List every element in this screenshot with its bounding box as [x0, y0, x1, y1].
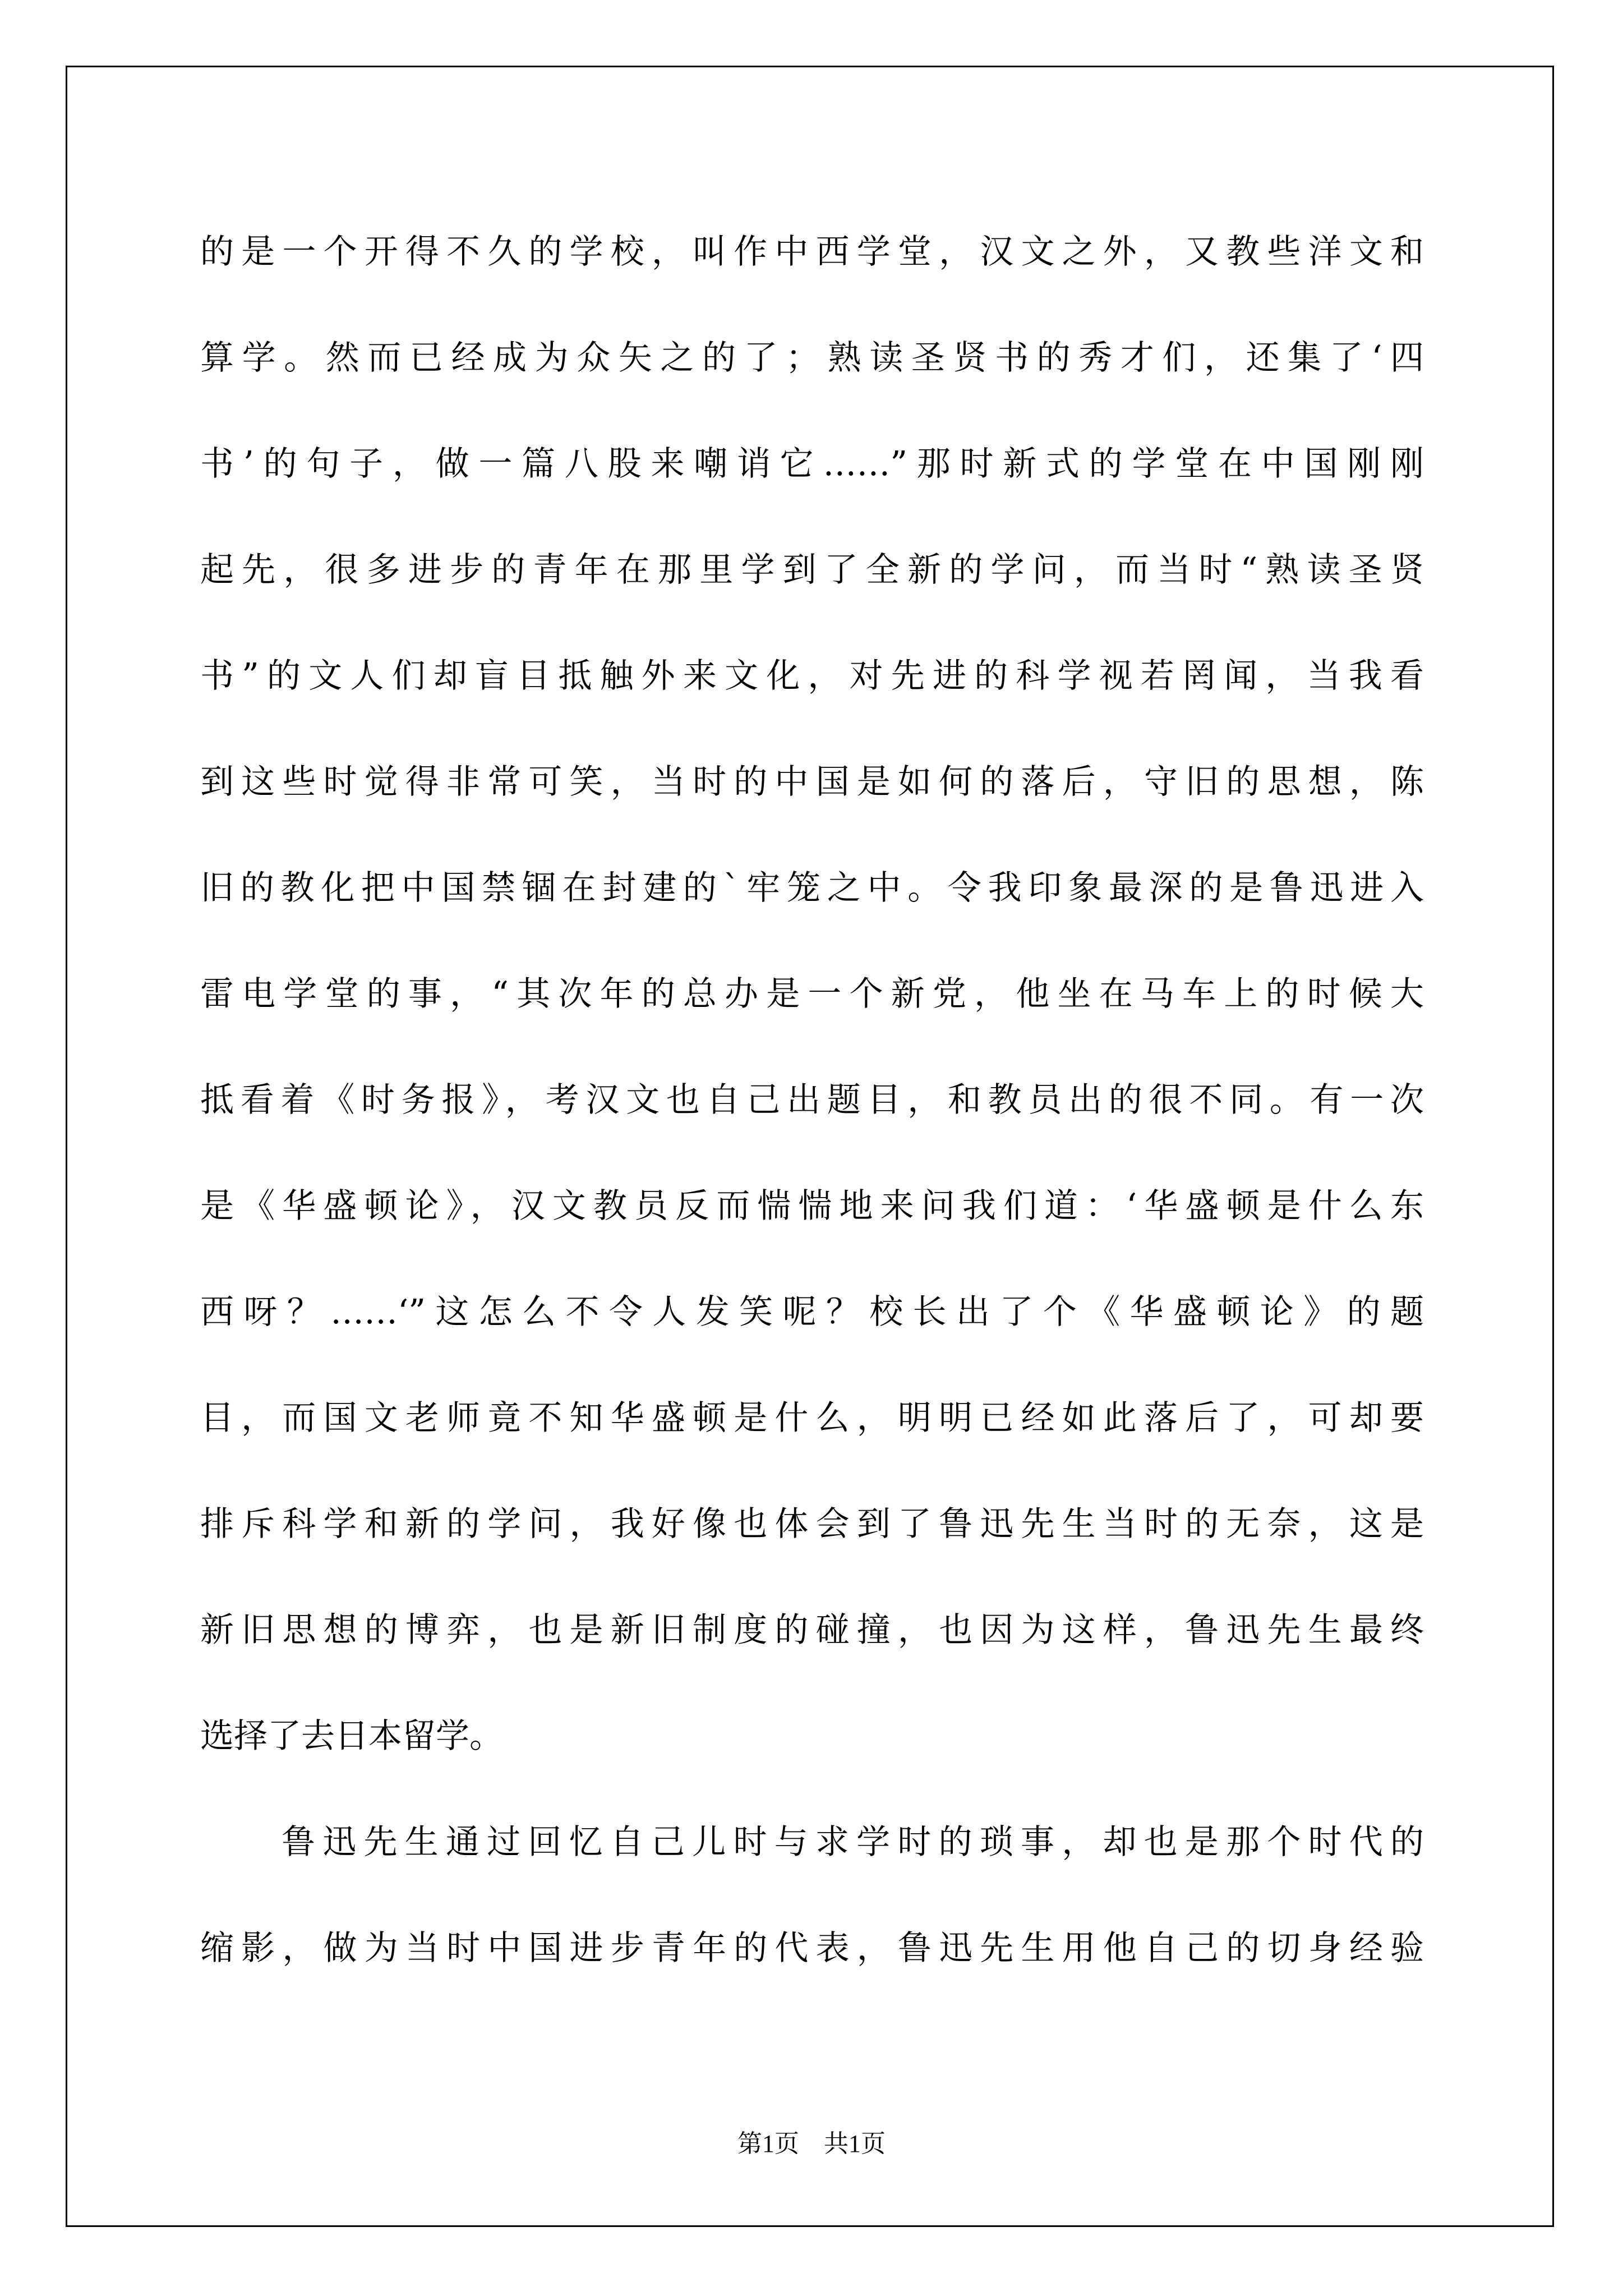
text-line: 抵看着《时务报》，考汉文也自己出题目，和教员出的很不同。有一次 [200, 1080, 1424, 1120]
text-line: 算学。然而已经成为众矢之的了；熟读圣贤书的秀才们，还集了‘四 [200, 338, 1424, 378]
text-line: 鲁迅先生通过回忆自己儿时与求学时的琐事，却也是那个时代的 [282, 1823, 1424, 1862]
text-line: 缩影，做为当时中国进步青年的代表，鲁迅先生用他自己的切身经验 [200, 1929, 1424, 1968]
text-line: 书’的句子，做一篇八股来嘲诮它……”那时新式的学堂在中国刚刚 [200, 444, 1424, 484]
text-line: 新旧思想的博弈，也是新旧制度的碰撞，也因为这样，鲁迅先生最终 [200, 1611, 1424, 1650]
paragraph [200, 1789, 1424, 2001]
paragraph [200, 199, 1424, 1789]
body-text [200, 199, 1424, 2001]
text-line: 西呀？……‘”这怎么不令人发笑呢？校长出了个《华盛顿论》的题 [200, 1292, 1424, 1332]
text-line: 旧的教化把中国禁锢在封建的`牢笼之中。令我印象最深的是鲁迅进入 [200, 868, 1424, 908]
text-line: 起先，很多进步的青年在那里学到了全新的学问，而当时“熟读圣贤 [200, 550, 1424, 590]
text-line: 的是一个开得不久的学校，叫作中西学堂，汉文之外，又教些洋文和 [200, 232, 1424, 272]
text-line: 选择了去日本留学。 [200, 1717, 503, 1756]
text-line: 到这些时觉得非常可笑，当时的中国是如何的落后，守旧的思想，陈 [200, 762, 1424, 802]
text-line: 排斥科学和新的学问，我好像也体会到了鲁迅先生当时的无奈，这是 [200, 1504, 1424, 1544]
text-line: 目，而国文老师竟不知华盛顿是什么，明明已经如此落后了，可却要 [200, 1398, 1424, 1438]
text-line: 书”的文人们却盲目抵触外来文化，对先进的科学视若罔闻，当我看 [200, 656, 1424, 696]
text-line: 雷电学堂的事，“其次年的总办是一个新党，他坐在马车上的时候大 [200, 974, 1424, 1014]
page-footer: 第1页 共1页 [737, 2130, 886, 2157]
text-line: 是《华盛顿论》，汉文教员反而惴惴地来问我们道：‘华盛顿是什么东 [200, 1186, 1424, 1226]
